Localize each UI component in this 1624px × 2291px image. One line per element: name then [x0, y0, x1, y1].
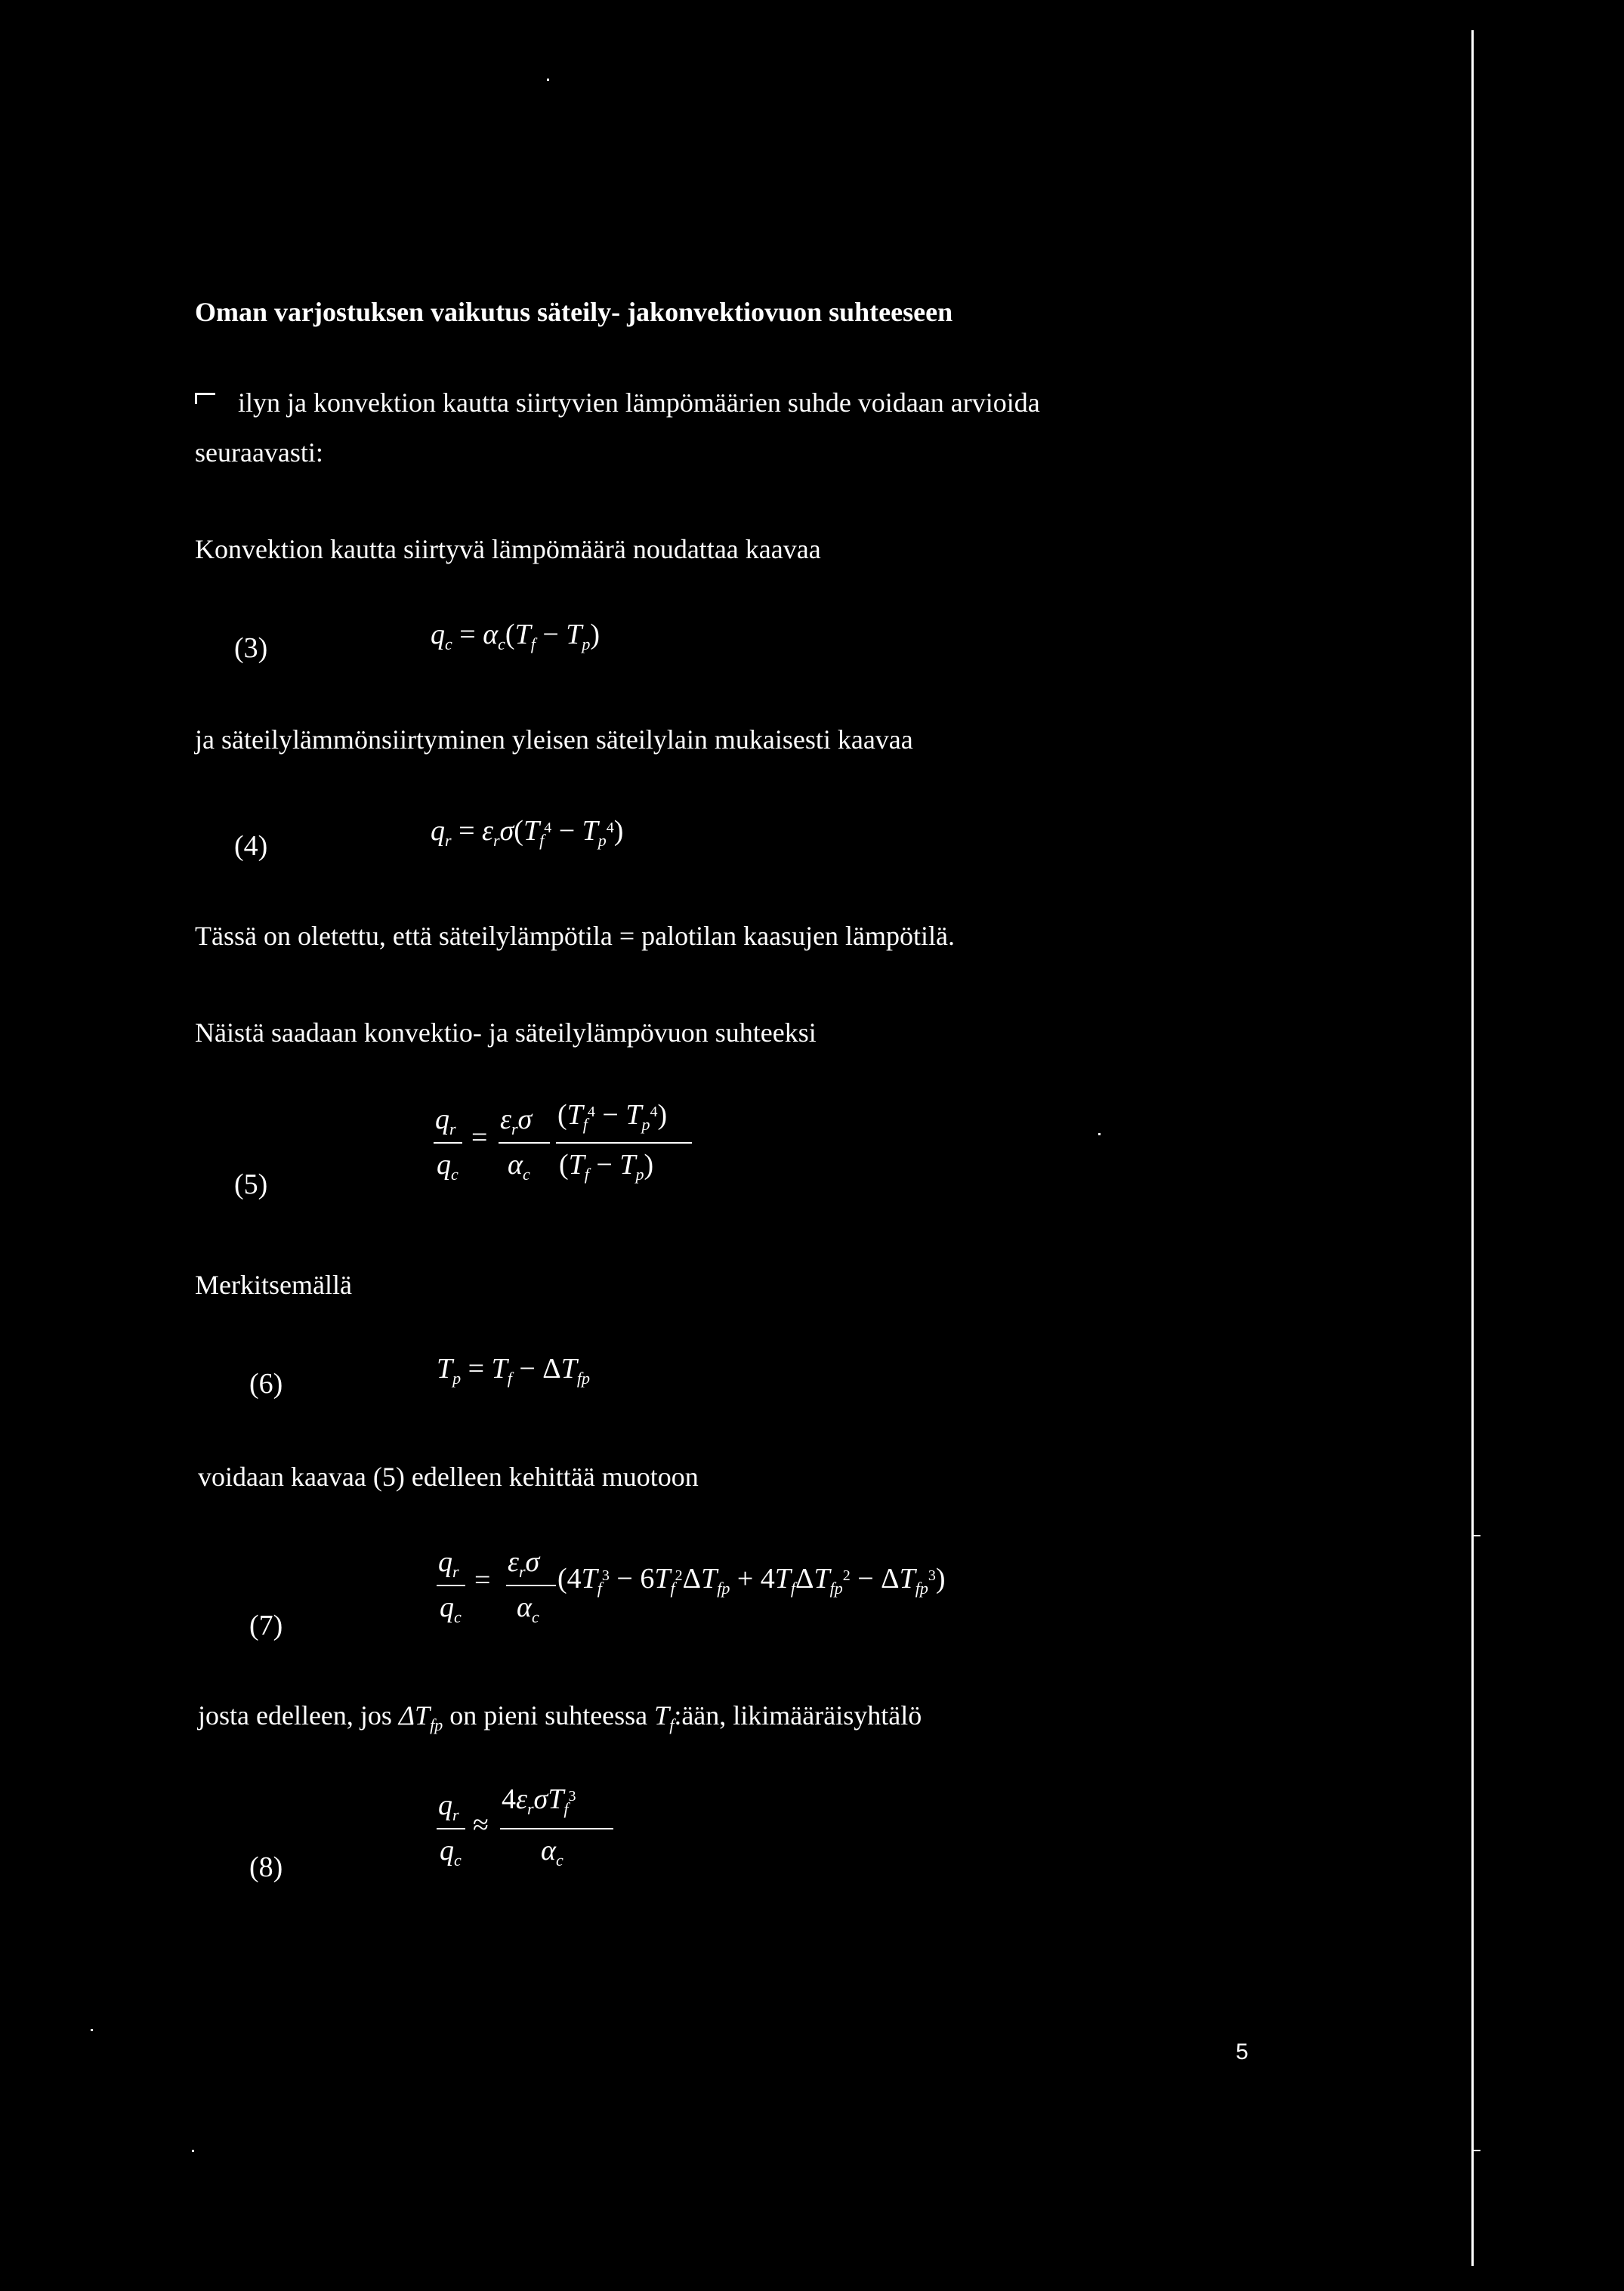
- scan-artifact-glyph: [195, 393, 215, 404]
- paragraph-intro-text: ilyn ja konvektion kautta siirtyvien lämpömäärien suhde voidaan arvioida: [238, 387, 1040, 418]
- scan-tick-upper: [1473, 1535, 1480, 1536]
- page-heading: Oman varjostuksen vaikutus säteily- jakonvektiovuon suhteeseen: [195, 297, 953, 327]
- scan-border-line: [1471, 30, 1474, 2266]
- eq8-numerator-q: $q_r$: [438, 1789, 459, 1824]
- paragraph-develop: voidaan kaavaa (5) edelleen kehittää muotoon: [198, 1462, 699, 1492]
- equation-label-8: (8): [249, 1851, 283, 1883]
- eq5-denominator-temp: $(T_f - T_p)$: [559, 1149, 654, 1184]
- para8-tf-sub: f: [669, 1715, 675, 1734]
- para8-prefix: josta edelleen, jos: [198, 1700, 399, 1731]
- paragraph-radiation: ja säteilylämmönsiirtyminen yleisen säteilylain mukaisesti kaavaa: [195, 724, 913, 755]
- eq7-numerator-q: $q_r$: [438, 1546, 459, 1581]
- paragraph-approximation: [198, 1700, 922, 1735]
- equation-3: $q_c = \alpha_c(T_f - T_p)$: [431, 619, 601, 653]
- equation-label-5: (5): [234, 1169, 268, 1200]
- eq5-equals: =: [471, 1122, 488, 1153]
- eq5-fraction-bar-left: [434, 1142, 462, 1144]
- paragraph-assumption: Tässä on oletettu, että säteilylämpötila = palotilan kaasujen lämpötilä.: [195, 921, 956, 951]
- paragraph-convection: Konvektion kautta siirtyvä lämpömäärä noudattaa kaavaa: [195, 534, 821, 564]
- eq8-denominator-alpha: $\alpha_c$: [541, 1835, 563, 1870]
- eq5-numerator-q: $q_r$: [435, 1104, 456, 1138]
- eq5-denominator-alpha: $\alpha_c$: [508, 1149, 530, 1184]
- para8-delta-sub: fp: [430, 1715, 443, 1734]
- para8-tf: T: [654, 1700, 670, 1731]
- para8-delta: ΔT: [398, 1700, 431, 1731]
- equation-label-3: (3): [234, 632, 268, 664]
- scan-speck: [547, 79, 549, 81]
- scan-speck: [91, 2029, 93, 2031]
- eq5-fraction-bar-right: [556, 1142, 692, 1144]
- para8-suffix: :ään, likimääräisyhtälö: [674, 1700, 922, 1731]
- eq5-denominator-q: $q_c$: [437, 1149, 458, 1184]
- paragraph-intro-line1: [195, 387, 1040, 418]
- equation-label-6: (6): [249, 1368, 283, 1400]
- eq7-equals: =: [474, 1564, 491, 1596]
- paragraph-intro-line2: seuraavasti:: [195, 437, 323, 468]
- eq8-numerator: $4\varepsilon_r\sigma T_f^3$: [502, 1783, 576, 1818]
- scan-tick-lower: [1473, 2150, 1480, 2151]
- equation-4: $q_r = \varepsilon_r\sigma(T_f^4 - T_p^4)$: [431, 815, 624, 850]
- eq7-fraction-bar-mid: [506, 1585, 556, 1586]
- para8-middle: on pieni suhteessa: [443, 1700, 655, 1731]
- eq8-denominator-q: $q_c$: [440, 1835, 462, 1870]
- scan-speck: [1098, 1133, 1101, 1135]
- eq7-denominator-alpha: $\alpha_c$: [517, 1592, 539, 1626]
- paragraph-denoting: Merkitsemällä: [195, 1270, 352, 1300]
- equation-6: $T_p = T_f - \Delta T_{fp}$: [437, 1353, 590, 1388]
- eq5-numerator-coef: $\varepsilon_r\sigma$: [500, 1104, 533, 1138]
- eq7-fraction-bar-left: [437, 1585, 465, 1586]
- eq8-fraction-bar-left: [437, 1828, 465, 1829]
- page-number: 5: [1236, 2039, 1249, 2064]
- scan-speck: [192, 2150, 194, 2152]
- equation-label-4: (4): [234, 830, 268, 862]
- eq7-numerator-coef: $\varepsilon_r\sigma$: [508, 1546, 540, 1581]
- equation-label-7: (7): [249, 1610, 283, 1641]
- eq7-polynomial: $(4T_f^3 - 6T_f^2\Delta T_{fp} + 4T_f\Delta T_{fp}^2 - \Delta T_{fp}^3)$: [557, 1563, 946, 1598]
- paragraph-ratio: Näistä saadaan konvektio- ja säteilylämpövuon suhteeksi: [195, 1017, 817, 1048]
- eq5-fraction-bar-mid: [499, 1142, 550, 1144]
- eq8-approx: ≈: [473, 1809, 489, 1841]
- eq7-denominator-q: $q_c$: [440, 1592, 462, 1626]
- eq8-fraction-bar: [500, 1828, 613, 1829]
- eq5-numerator-temp: $(T_f^4 - T_p^4)$: [557, 1099, 668, 1134]
